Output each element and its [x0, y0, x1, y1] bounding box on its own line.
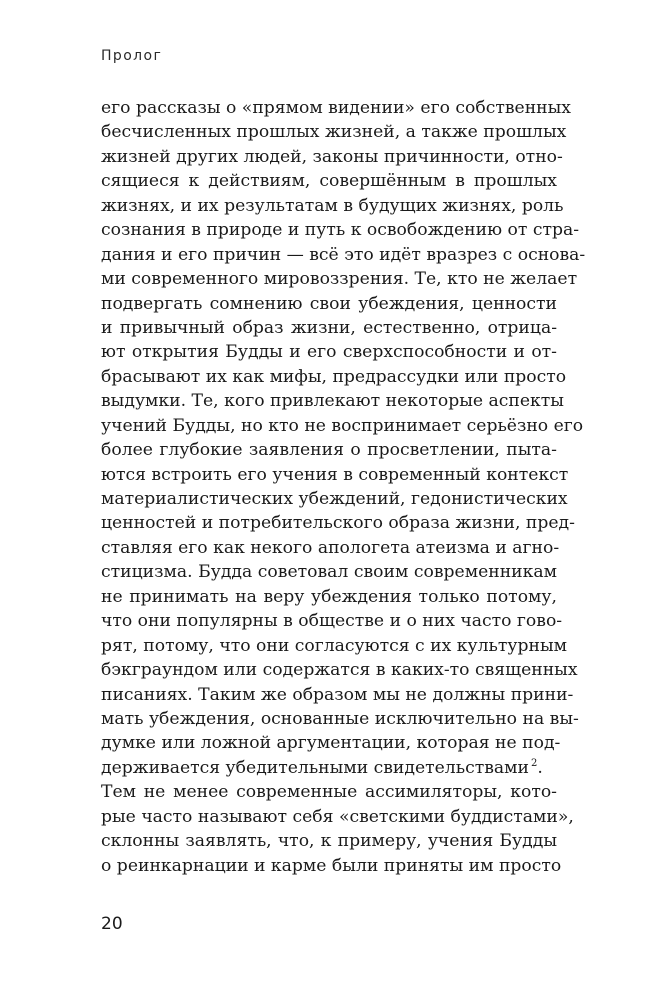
text-line: сознания в природе и путь к освобождению от стра-: [101, 220, 580, 241]
text-line: жизнях, и их результатам в будущих жизнях, роль: [101, 195, 564, 216]
text-line: рые часто называют себя «светскими буддистами»,: [101, 806, 574, 827]
text-line: не принимать на веру убеждения только потому,: [101, 586, 557, 607]
text-line: дания и его причин — всё это идёт вразрез с основа-: [101, 244, 586, 265]
text-line: ми современного мировоззрения. Те, кто не желает: [101, 269, 578, 290]
text-line: материалистических убеждений, гедонистических: [101, 489, 568, 509]
text-line: о реинкарнации и карме были приняты им просто: [101, 855, 562, 876]
text-line: думке или ложной аргументации, которая не под-: [101, 733, 561, 754]
text-line: подвергать сомнению свои убеждения, ценности: [101, 293, 557, 314]
text-line: более глубокие заявления о просветлении, пыта-: [101, 440, 557, 461]
text-line: ставляя его как некого апологета атеизма и агно-: [101, 537, 560, 558]
footnote-reference[interactable]: 2: [530, 758, 538, 770]
text-line: писаниях. Таким же образом мы не должны прини-: [101, 684, 574, 705]
text-line: брасывают их как мифы, предрассудки или просто: [101, 366, 567, 387]
text-line: стицизма. Будда советовал своим современникам: [101, 562, 557, 583]
running-head: Пролог: [101, 48, 163, 64]
text-line: жизней других людей, законы причинности, отно-: [101, 146, 563, 167]
text-line: выдумки. Те, кого привлекают некоторые аспекты: [101, 391, 564, 412]
text-line: учений Будды, но кто не воспринимает серьёзно его: [101, 415, 584, 436]
text-line: что они популярны в обществе и о них часто гово-: [101, 611, 563, 632]
text-line: рят, потому, что они согласуются с их культурным: [101, 635, 568, 656]
text-line: держивается убедительными свидетельствами: [101, 757, 529, 778]
text-line: ют открытия Будды и его сверхспособности и от-: [101, 342, 557, 363]
text-line: мать убеждения, основанные исключительно на вы-: [101, 708, 579, 729]
body-text: [101, 96, 586, 878]
text-line: склонны заявлять, что, к примеру, учения Будды: [101, 831, 557, 852]
text-line: бесчисленных прошлых жизней, а также прошлых: [101, 122, 567, 143]
text-line: ценностей и потребительского образа жизни, пред-: [101, 513, 575, 534]
page-number: 20: [101, 914, 123, 934]
text-line: и привычный образ жизни, естественно, отрица-: [101, 317, 557, 338]
text-line-with-footnote: держивается убедительными свидетельствами $^2$.: [101, 757, 543, 778]
text-line: его рассказы о «прямом видении» его собственных: [101, 98, 571, 118]
text-line: сящиеся к действиям, совершённым в прошлых: [101, 171, 557, 192]
text-line: ются встроить его учения в современный контекст: [101, 464, 569, 485]
text-line: Тем не менее современные ассимиляторы, кото-: [101, 782, 557, 803]
text-line: бэкграундом или содержатся в каких-то священных: [101, 660, 578, 681]
